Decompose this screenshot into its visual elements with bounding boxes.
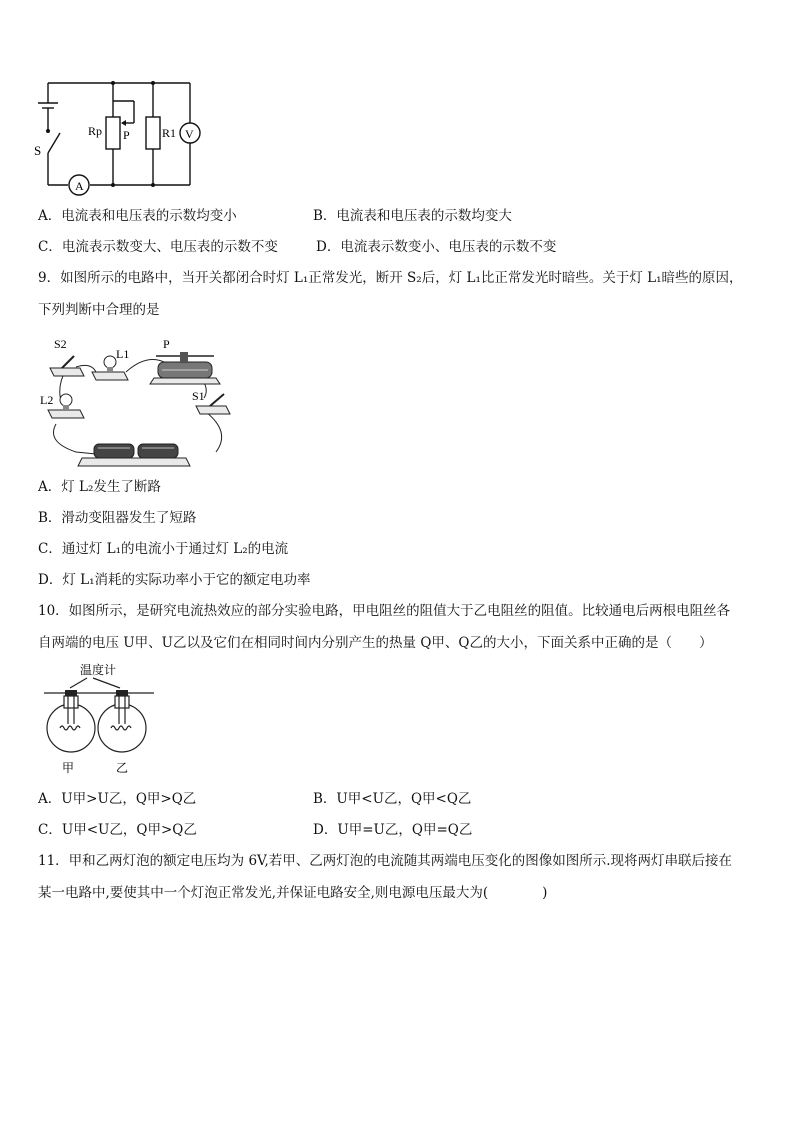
l2-label: L2 xyxy=(40,393,54,407)
q9-option-a: A．灯 L₂发生了断路 xyxy=(38,479,161,495)
q10-option-d: D．U甲=U乙，Q甲=Q乙 xyxy=(313,822,473,838)
l1-label: L1 xyxy=(116,347,130,361)
q9-option-d: D．灯 L₁消耗的实际功率小于它的额定电功率 xyxy=(38,572,311,588)
q8-option-d: D．电流表示数变小、电压表的示数不变 xyxy=(316,239,557,255)
q10-option-a: A．U甲>U乙，Q甲>Q乙 xyxy=(38,791,197,807)
q8-option-c: C．电流表示数变大、电压表的示数不变 xyxy=(38,239,278,255)
q9-option-b: B．滑动变阻器发生了短路 xyxy=(38,510,197,526)
q10-stem-line1: 10．如图所示，是研究电流热效应的部分实验电路，甲电阻丝的阻值大于乙电阻丝的阻值。比较通电后两根电阻丝各 xyxy=(38,603,731,619)
q11-stem-line1: 11．甲和乙两灯泡的额定电压均为 6V,若甲、乙两灯泡的电流随其两端电压变化的图像如图所示.现将两灯串联后接在 xyxy=(38,853,733,869)
q8-option-a: A．电流表和电压表的示数均变小 xyxy=(38,208,237,224)
rheostat-p-label: P xyxy=(163,337,170,351)
q10-flask-diagram xyxy=(40,660,160,778)
switch-s-label: S xyxy=(34,143,42,158)
slider-p-label: P xyxy=(123,128,130,142)
jia-label: 甲 xyxy=(62,761,75,775)
s2-label: S2 xyxy=(54,337,67,351)
q10-option-b: B．U甲<U乙，Q甲<Q乙 xyxy=(313,791,472,807)
q10-stem-line2: 自两端的电压 U甲、U乙以及它们在相同时间内分别产生的热量 Q甲、Q乙的大小，下面关系中正确的是（ ） xyxy=(38,635,713,651)
thermometer-label: 温度计 xyxy=(80,663,117,677)
q8-circuit-diagram xyxy=(30,75,220,200)
q9-option-c: C．通过灯 L₁的电流小于通过灯 L₂的电流 xyxy=(38,541,289,557)
ammeter-label: A xyxy=(75,179,84,193)
q11-stem-line2: 某一电路中,要使其中一个灯泡正常发光,并保证电路安全,则电源电压最大为( ) xyxy=(38,885,548,901)
voltmeter-label: V xyxy=(185,127,194,141)
yi-label: 乙 xyxy=(116,761,129,775)
q10-option-c: C．U甲<U乙，Q甲>Q乙 xyxy=(38,822,197,838)
q9-stem-line1: 9．如图所示的电路中，当开关都闭合时灯 L₁正常发光，断开 S₂后，灯 L₁比正常发光时暗些。关于灯 L₁暗些的原因， xyxy=(38,270,743,286)
rp-label: Rp xyxy=(88,124,103,138)
r1-label: R1 xyxy=(162,126,177,140)
s1-label: S1 xyxy=(192,389,205,403)
q9-apparatus-picture xyxy=(36,332,236,470)
q8-option-b: B．电流表和电压表的示数均变大 xyxy=(313,208,512,224)
q9-stem-line2: 下列判断中合理的是 xyxy=(38,302,160,318)
